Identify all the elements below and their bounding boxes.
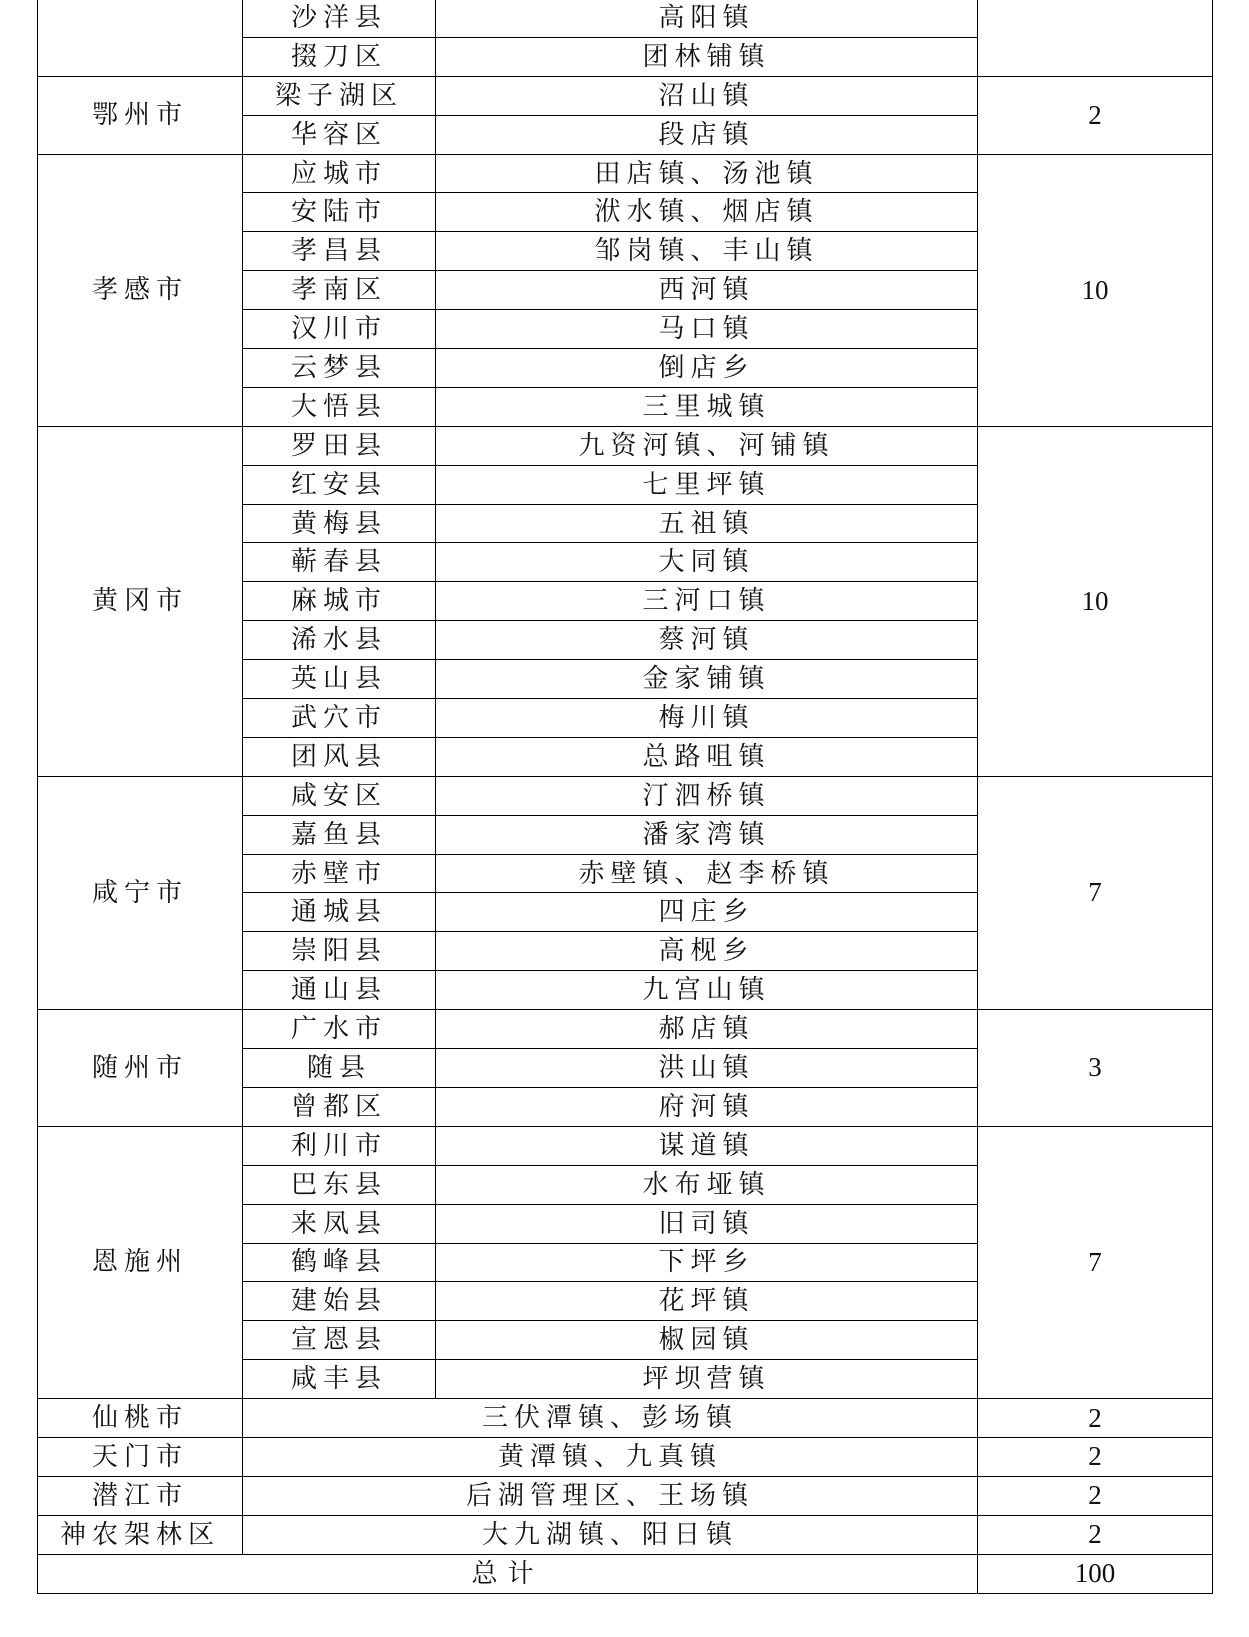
- towns-cell: 坪坝营镇: [436, 1360, 978, 1399]
- county-cell: 麻城市: [243, 582, 436, 621]
- towns-cell: 下坪乡: [436, 1243, 978, 1282]
- town-list-table: [37, 0, 1213, 1594]
- county-cell: 华容区: [243, 115, 436, 154]
- county-cell: 大悟县: [243, 387, 436, 426]
- county-cell: 曾都区: [243, 1087, 436, 1126]
- count-cell: 3: [978, 1010, 1213, 1127]
- towns-cell: 三河口镇: [436, 582, 978, 621]
- towns-cell: 水布垭镇: [436, 1165, 978, 1204]
- towns-cell: 旧司镇: [436, 1204, 978, 1243]
- county-cell: 浠水县: [243, 621, 436, 660]
- county-cell: 汉川市: [243, 310, 436, 349]
- table-row: [38, 1126, 1213, 1165]
- towns-cell: 高阳镇: [436, 0, 978, 37]
- county-cell: 蕲春县: [243, 543, 436, 582]
- county-cell: 孝昌县: [243, 232, 436, 271]
- total-count: 100: [978, 1554, 1213, 1593]
- county-cell: 沙洋县: [243, 0, 436, 37]
- county-cell: 巴东县: [243, 1165, 436, 1204]
- county-cell: 广水市: [243, 1010, 436, 1049]
- towns-cell: 团林铺镇: [436, 37, 978, 76]
- county-cell: 安陆市: [243, 193, 436, 232]
- county-cell: 孝南区: [243, 271, 436, 310]
- count-cell: 10: [978, 426, 1213, 776]
- table-row: [38, 1476, 1213, 1515]
- towns-cell: 田店镇、汤池镇: [436, 154, 978, 193]
- towns-cell: 总路咀镇: [436, 737, 978, 776]
- towns-cell: 大九湖镇、阳日镇: [243, 1515, 978, 1554]
- towns-cell: 马口镇: [436, 310, 978, 349]
- county-cell: 咸丰县: [243, 1360, 436, 1399]
- table-row: [38, 76, 1213, 115]
- count-cell: 2: [978, 1399, 1213, 1438]
- towns-cell: 九资河镇、河铺镇: [436, 426, 978, 465]
- city-cell: [38, 0, 243, 76]
- table-row: [38, 0, 1213, 37]
- towns-cell: 椒园镇: [436, 1321, 978, 1360]
- county-cell: 嘉鱼县: [243, 815, 436, 854]
- county-cell: 鹤峰县: [243, 1243, 436, 1282]
- towns-cell: 赤壁镇、赵李桥镇: [436, 854, 978, 893]
- towns-cell: 九宫山镇: [436, 971, 978, 1010]
- city-cell: 随州市: [38, 1010, 243, 1127]
- towns-cell: 西河镇: [436, 271, 978, 310]
- towns-cell: 倒店乡: [436, 349, 978, 388]
- city-cell: 恩施州: [38, 1126, 243, 1398]
- city-cell: 黄冈市: [38, 426, 243, 776]
- count-cell: 7: [978, 1126, 1213, 1398]
- towns-cell: 蔡河镇: [436, 621, 978, 660]
- towns-cell: 府河镇: [436, 1087, 978, 1126]
- county-cell: 赤壁市: [243, 854, 436, 893]
- count-cell: [978, 0, 1213, 76]
- towns-cell: 后湖管理区、王场镇: [243, 1476, 978, 1515]
- count-cell: 2: [978, 1437, 1213, 1476]
- table-row: [38, 1399, 1213, 1438]
- county-cell: 利川市: [243, 1126, 436, 1165]
- city-cell: 仙桃市: [38, 1399, 243, 1438]
- towns-cell: 潘家湾镇: [436, 815, 978, 854]
- county-cell: 团风县: [243, 737, 436, 776]
- county-cell: 应城市: [243, 154, 436, 193]
- city-cell: 潜江市: [38, 1476, 243, 1515]
- towns-cell: 四庄乡: [436, 893, 978, 932]
- towns-cell: 高枧乡: [436, 932, 978, 971]
- towns-cell: 沼山镇: [436, 76, 978, 115]
- city-cell: 神农架林区: [38, 1515, 243, 1554]
- table-row: [38, 776, 1213, 815]
- towns-cell: 谋道镇: [436, 1126, 978, 1165]
- towns-cell: 大同镇: [436, 543, 978, 582]
- county-cell: 随县: [243, 1049, 436, 1088]
- towns-cell: 洑水镇、烟店镇: [436, 193, 978, 232]
- table-row: [38, 1515, 1213, 1554]
- county-cell: 建始县: [243, 1282, 436, 1321]
- county-cell: 武穴市: [243, 699, 436, 738]
- city-cell: 鄂州市: [38, 76, 243, 154]
- county-cell: 云梦县: [243, 349, 436, 388]
- city-cell: 孝感市: [38, 154, 243, 426]
- table-body: [38, 0, 1213, 1593]
- table-row: [38, 1010, 1213, 1049]
- county-cell: 崇阳县: [243, 932, 436, 971]
- towns-cell: 洪山镇: [436, 1049, 978, 1088]
- table-row: [38, 154, 1213, 193]
- table-row: [38, 1437, 1213, 1476]
- table-row: [38, 426, 1213, 465]
- county-cell: 罗田县: [243, 426, 436, 465]
- count-cell: 10: [978, 154, 1213, 426]
- county-cell: 掇刀区: [243, 37, 436, 76]
- city-cell: 咸宁市: [38, 776, 243, 1009]
- county-cell: 红安县: [243, 465, 436, 504]
- towns-cell: 花坪镇: [436, 1282, 978, 1321]
- towns-cell: 三里城镇: [436, 387, 978, 426]
- count-cell: 2: [978, 76, 1213, 154]
- city-cell: 天门市: [38, 1437, 243, 1476]
- county-cell: 通城县: [243, 893, 436, 932]
- county-cell: 咸安区: [243, 776, 436, 815]
- towns-cell: 黄潭镇、九真镇: [243, 1437, 978, 1476]
- towns-cell: 汀泗桥镇: [436, 776, 978, 815]
- towns-cell: 金家铺镇: [436, 660, 978, 699]
- county-cell: 来凤县: [243, 1204, 436, 1243]
- count-cell: 2: [978, 1515, 1213, 1554]
- county-cell: 通山县: [243, 971, 436, 1010]
- towns-cell: 五祖镇: [436, 504, 978, 543]
- towns-cell: 郝店镇: [436, 1010, 978, 1049]
- count-cell: 7: [978, 776, 1213, 1009]
- towns-cell: 七里坪镇: [436, 465, 978, 504]
- towns-cell: 梅川镇: [436, 699, 978, 738]
- county-cell: 黄梅县: [243, 504, 436, 543]
- towns-cell: 段店镇: [436, 115, 978, 154]
- total-row: [38, 1554, 1213, 1593]
- county-cell: 宣恩县: [243, 1321, 436, 1360]
- county-cell: 梁子湖区: [243, 76, 436, 115]
- total-label: 总计: [38, 1554, 978, 1593]
- towns-cell: 三伏潭镇、彭场镇: [243, 1399, 978, 1438]
- count-cell: 2: [978, 1476, 1213, 1515]
- towns-cell: 邹岗镇、丰山镇: [436, 232, 978, 271]
- county-cell: 英山县: [243, 660, 436, 699]
